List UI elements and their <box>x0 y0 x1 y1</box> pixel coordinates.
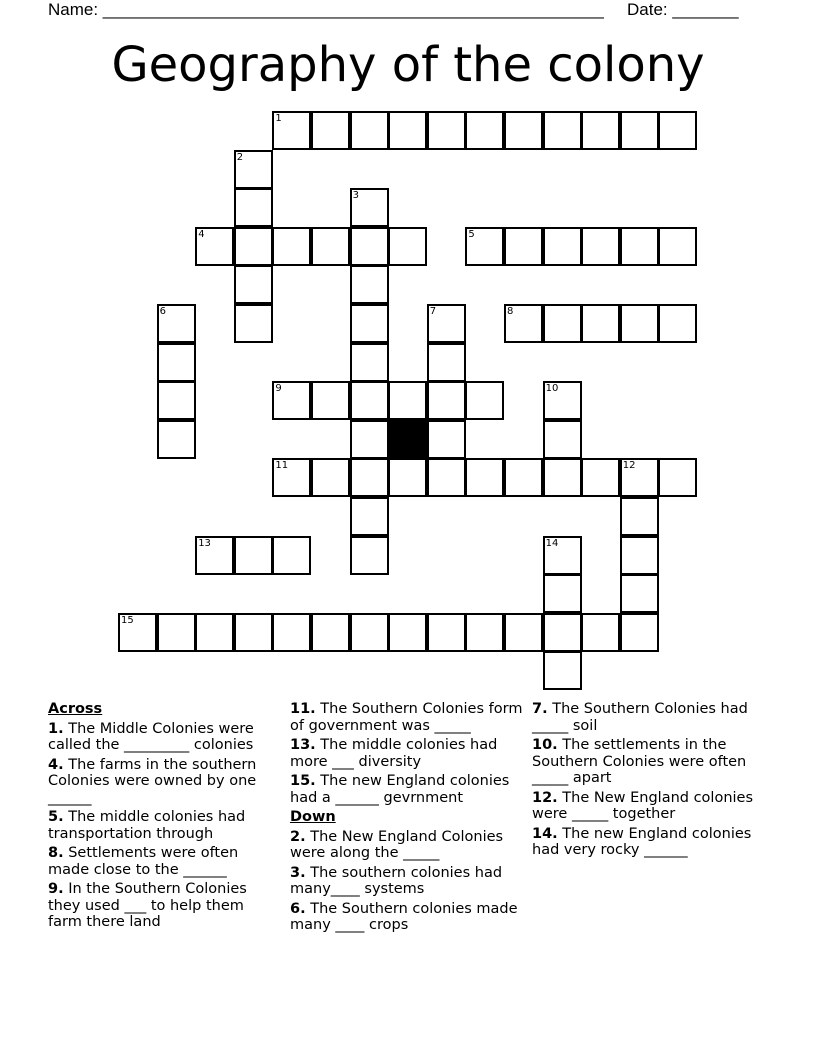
clue-across-1: 1. The Middle Colonies were called the _________ colonies <box>48 720 254 753</box>
letter-square[interactable] <box>427 420 466 459</box>
letter-square[interactable] <box>234 536 273 575</box>
clue-column-1 <box>48 701 280 934</box>
letter-square[interactable] <box>195 613 234 652</box>
letter-square[interactable] <box>195 536 234 575</box>
letter-square[interactable] <box>504 304 543 343</box>
clue-down-10: 10. The settlements in the Southern Colonies were often _____ apart <box>532 737 747 786</box>
letter-square[interactable] <box>504 111 543 150</box>
letter-square[interactable] <box>465 111 504 150</box>
letter-square[interactable] <box>620 574 659 613</box>
letter-square[interactable] <box>465 458 504 497</box>
letter-square[interactable] <box>658 111 697 150</box>
letter-square[interactable] <box>543 536 582 575</box>
letter-square[interactable] <box>118 613 157 652</box>
letter-square[interactable] <box>543 111 582 150</box>
clue-down-12: 12. The New England colonies were _____ together <box>532 789 754 822</box>
letter-square[interactable] <box>620 111 659 150</box>
clue-number: 10 <box>545 383 559 395</box>
letter-square[interactable] <box>234 227 273 266</box>
letter-square[interactable] <box>581 111 620 150</box>
letter-square[interactable] <box>388 227 427 266</box>
clue-number: 6 <box>159 306 166 317</box>
letter-square[interactable] <box>311 458 350 497</box>
clue-down-6: 6. The Southern colonies made many ____ crops <box>290 900 518 933</box>
page-title: Geography of the colony <box>111 37 705 93</box>
clue-across-13: 13. The middle colonies had more ___ diversity <box>290 737 498 770</box>
clue-column-2 <box>290 701 526 937</box>
clue-number: 7 <box>429 306 437 317</box>
letter-square[interactable] <box>272 227 311 266</box>
letter-square[interactable] <box>350 265 389 304</box>
letter-square[interactable] <box>157 343 196 382</box>
letter-square[interactable] <box>234 613 273 652</box>
letter-square[interactable] <box>157 381 196 420</box>
letter-square[interactable] <box>658 227 697 266</box>
clue-number: 8 <box>507 306 514 317</box>
letter-square[interactable] <box>543 651 582 690</box>
letter-square[interactable] <box>388 458 427 497</box>
letter-square[interactable] <box>350 111 389 150</box>
clue-number: 5 <box>468 228 475 240</box>
letter-square[interactable] <box>272 381 311 420</box>
across-heading: Across <box>48 701 103 717</box>
letter-square[interactable] <box>234 188 273 227</box>
letter-square[interactable] <box>311 381 350 420</box>
letter-square[interactable] <box>388 381 427 420</box>
letter-square[interactable] <box>311 111 350 150</box>
letter-square[interactable] <box>157 304 196 343</box>
letter-square[interactable] <box>581 458 620 497</box>
letter-square[interactable] <box>620 458 659 497</box>
shaded-square <box>388 420 427 459</box>
letter-square[interactable] <box>543 613 582 652</box>
letter-square[interactable] <box>234 304 273 343</box>
clue-number: 13 <box>198 537 211 549</box>
letter-square[interactable] <box>504 227 543 266</box>
letter-square[interactable] <box>581 304 620 343</box>
letter-square[interactable] <box>350 343 389 382</box>
letter-square[interactable] <box>350 227 389 266</box>
clue-number: 2 <box>236 151 244 163</box>
clue-across-8: 8. Settlements were often made close to the ______ <box>48 845 239 878</box>
letter-square[interactable] <box>350 458 389 497</box>
letter-square[interactable] <box>620 304 659 343</box>
clue-number: 9 <box>275 383 282 395</box>
letter-square[interactable] <box>272 536 311 575</box>
letter-square[interactable] <box>157 420 196 459</box>
letter-square[interactable] <box>350 536 389 575</box>
letter-square[interactable] <box>620 497 659 536</box>
clue-number: 12 <box>622 460 636 472</box>
letter-square[interactable] <box>620 613 659 652</box>
letter-square[interactable] <box>543 381 582 420</box>
letter-square[interactable] <box>465 227 504 266</box>
letter-square[interactable] <box>272 111 311 150</box>
clue-down-7: 7. The Southern Colonies had _____ soil <box>532 701 748 734</box>
letter-square[interactable] <box>234 265 273 304</box>
letter-square[interactable] <box>427 111 466 150</box>
letter-square[interactable] <box>427 343 466 382</box>
letter-square[interactable] <box>543 304 582 343</box>
clue-column-3 <box>532 701 768 862</box>
letter-square[interactable] <box>465 613 504 652</box>
clue-number: 15 <box>121 614 134 626</box>
clue-number: 3 <box>352 190 359 202</box>
letter-square[interactable] <box>350 497 389 536</box>
letter-square[interactable] <box>427 458 466 497</box>
letter-square[interactable] <box>427 304 466 343</box>
letter-square[interactable] <box>620 227 659 266</box>
letter-square[interactable] <box>195 227 234 266</box>
letter-square[interactable] <box>272 613 311 652</box>
letter-square[interactable] <box>465 381 504 420</box>
clue-down-14: 14. The new England colonies had very rocky ______ <box>532 825 752 858</box>
clue-number: 11 <box>275 460 289 472</box>
letter-square[interactable] <box>543 227 582 266</box>
letter-square[interactable] <box>234 150 273 189</box>
letter-square[interactable] <box>581 227 620 266</box>
clue-across-9: 9. In the Southern Colonies they used ___ to help them farm there land <box>48 881 247 930</box>
letter-square[interactable] <box>658 458 697 497</box>
name-field-label: Name: _____________________________________________________ <box>48 0 604 19</box>
clue-number: 4 <box>198 228 205 240</box>
letter-square[interactable] <box>504 458 543 497</box>
letter-square[interactable] <box>388 613 427 652</box>
letter-square[interactable] <box>427 613 466 652</box>
letter-square[interactable] <box>350 613 389 652</box>
letter-square[interactable] <box>272 458 311 497</box>
letter-square[interactable] <box>620 536 659 575</box>
letter-square[interactable] <box>350 420 389 459</box>
letter-square[interactable] <box>350 381 389 420</box>
letter-square[interactable] <box>504 613 543 652</box>
letter-square[interactable] <box>311 613 350 652</box>
letter-square[interactable] <box>543 458 582 497</box>
letter-square[interactable] <box>427 381 466 420</box>
letter-square[interactable] <box>543 420 582 459</box>
letter-square[interactable] <box>311 227 350 266</box>
letter-square[interactable] <box>388 111 427 150</box>
clue-across-5: 5. The middle colonies had transportation through <box>48 809 246 842</box>
down-heading: Down <box>290 809 336 825</box>
clue-across-15: 15. The new England colonies had a ______ gevrnment <box>290 773 510 806</box>
clue-number: 14 <box>545 537 559 549</box>
letter-square[interactable] <box>658 304 697 343</box>
clue-number: 1 <box>275 113 282 124</box>
letter-square[interactable] <box>543 574 582 613</box>
clue-down-2: 2. The New England Colonies were along the _____ <box>290 828 504 861</box>
letter-square[interactable] <box>157 613 196 652</box>
clue-down-3: 3. The southern colonies had many____ systems <box>290 864 503 897</box>
clue-across-11: 11. The Southern Colonies form of government was _____ <box>290 701 523 734</box>
letter-square[interactable] <box>350 188 389 227</box>
letter-square[interactable] <box>350 304 389 343</box>
letter-square[interactable] <box>581 613 620 652</box>
date-field-label: Date: _______ <box>627 0 739 19</box>
clue-across-4: 4. The farms in the southern Colonies were owned by one ______ <box>48 756 257 806</box>
